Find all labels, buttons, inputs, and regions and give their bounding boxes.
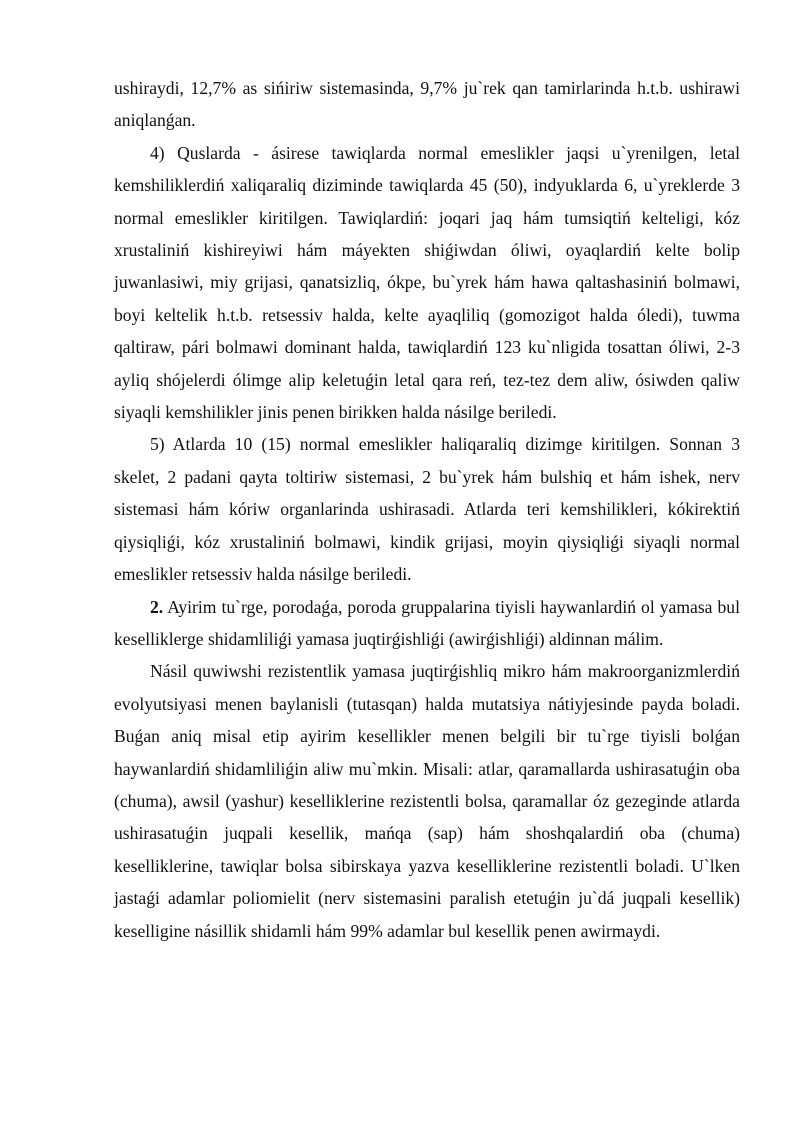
paragraph-section-2: [114, 591, 740, 656]
paragraph-hereditary-resistance: Násil quwiwshi rezistentlik yamasa juqtirǵishliq mikro hám makroorganizmlerdiń evolyutsiyasi menen baylanisli (tutasqan) halda mutatsiya nátiyjesinde payda boladi. Buǵan aniq misal etip ayirim kesellikler menen belgili bir tu`rge tiyisli bolǵan haywanlardiń shidamliliǵin aliw mu`mkin. Misali: atlar, qaramallarda ushirasatuǵin oba (chuma), awsil (yashur) keselliklerine rezistentli bolsa, qaramallar óz gezeginde atlarda ushirasatuǵin juqpali kesellik, mańqa (sap) hám shoshqalardiń oba (chuma) keselliklerine, tawiqlar bolsa sibirskaya yazva keselliklerine rezistentli boladi. U`lken jastaǵi adamlar poliomielit (nerv sistemasini paralish etetuǵin ju`dá juqpali kesellik) keselligine násillik shidamli hám 99% adamlar bul kesellik penen awirmaydi.: [114, 661, 740, 941]
document-page: [114, 72, 740, 947]
paragraph-horse-defects: 5) Atlarda 10 (15) normal emeslikler haliqaraliq dizimge kiritilgen. Sonnan 3 skelet, 2 padani qayta toltiriw sistemasi, 2 bu`yrek hám bulshiq et hám ishek, nerv sistemasi hám kóriw organlarinda ushirasadi. Atlarda teri kemshilikleri, kókirektiń qiysiqliǵi, kóz xrustaliniń bolmawi, kindik grijasi, moyin qiysiqliǵi siyaqli normal emeslikler retsessiv halda násilge beriledi.: [114, 434, 740, 585]
section-2-text: Ayirim tu`rge, porodaǵa, poroda gruppalarina tiyisli haywanlardiń ol yamasa bul keselliklerge shidamliliǵi yamasa juqtirǵishliǵi (awirǵishliǵi) aldinnan málim.: [114, 596, 740, 649]
section-number: 2.: [150, 596, 164, 617]
paragraph-poultry-defects: 4) Quslarda - ásirese tawiqlarda normal emeslikler jaqsi u`yrenilgen, letal kemshiliklerdiń xaliqaraliq diziminde tawiqlarda 45 (50), indyuklarda 6, u`yreklerde 3 normal emeslikler kiritilgen. Tawiqlardiń: joqari jaq hám tumsiqtiń kelteligi, kóz xrustaliniń kishireyiwi hám máyekten shiǵiwdan óliwi, oyaqlardiń kelte bolip juwanlasiwi, miy grijasi, qanatsizliq, ókpe, bu`yrek hám hawa qaltashasiniń bolmawi, boyi keltelik h.t.b. retsessiv halda, kelte ayaqliliq (gomozigot halda óledi), tuwma qaltiraw, pári bolmawi dominant halda, tawiqlardiń 123 ku`nligida tosattan óliwi, 2-3 ayliq shójelerdi ólimge alip keletuǵin letal qara reń, tez-tez dem aliw, ósiwden qaliw siyaqli kemshilikler jinis penen birikken halda násilge beriledi.: [114, 142, 740, 423]
paragraph-continuation: ushiraydi, 12,7% as sińiriw sistemasinda, 9,7% ju`rek qan tamirlarinda h.t.b. ushirawi aniqlanǵan.: [114, 78, 740, 131]
